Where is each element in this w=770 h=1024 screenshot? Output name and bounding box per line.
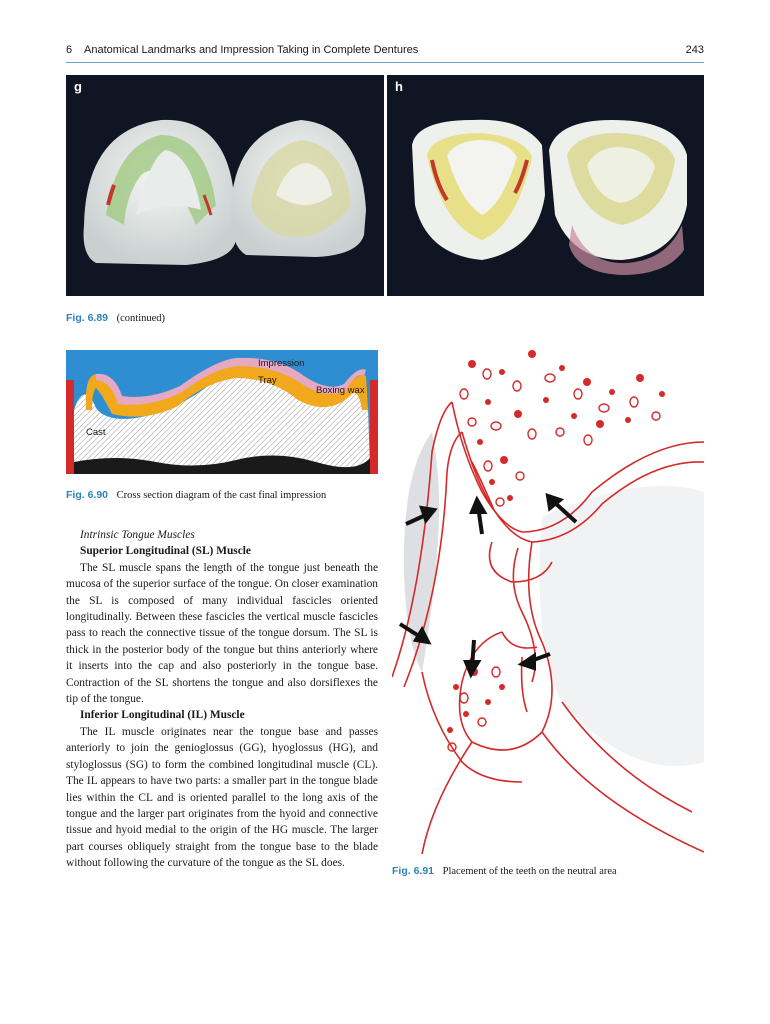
chapter-title: Anatomical Landmarks and Impression Taking in Complete Dentures [84,44,419,56]
tray-label: Tray [258,375,277,386]
figure-90-caption [66,489,326,501]
figure-91-caption-text: Placement of the teeth on the neutral area [442,866,617,877]
figure-91-caption [392,865,617,877]
cast-cross-section-svg [66,350,378,474]
header-rule [66,62,704,63]
figure-89-caption [66,312,165,324]
section-heading: Intrinsic Tongue Muscles [80,529,195,541]
impression-label: Impression [258,358,305,369]
sl-paragraph: The SL muscle spans the length of the tongue just beneath the mucosa of the superior surface of the tongue. On closer examination the SL is composed of many individual fascicles oriented longitudinally. Between these fascicles the vertical muscle fascicles pass to reach the connective tissue of the tongue dorsum. The SL is thick in the posterior body of the tongue but thins anteriorly where it inserts into the cap and also posteriorly in the tongue base. Contraction of the SL shortens the tongue and also dorsiflexes the tip of the tongue. [66,561,378,706]
page-number: 243 [685,44,704,56]
chapter-number: 6 [66,44,73,56]
panel-label-g: g [74,79,82,94]
boxing-wax-label: Boxing wax [316,385,365,396]
panel-label-h: h [395,79,403,94]
figure-89-panel-h [387,75,704,296]
figure-90-diagram [66,350,378,474]
sl-heading: Superior Longitudinal (SL) Muscle [80,545,251,558]
il-heading: Inferior Longitudinal (IL) Muscle [80,709,245,722]
neutral-zone-diagram [392,342,704,854]
figure-91-caption-label: Fig. 6.91 [392,865,435,877]
cast-label: Cast [86,427,106,438]
figure-90-caption-text: Cross section diagram of the cast final impression [116,490,327,501]
running-header [66,44,704,62]
figure-90-caption-label: Fig. 6.90 [66,489,109,501]
figure-89-panel-g [66,75,384,296]
figure-89-caption-label: Fig. 6.89 [66,312,109,324]
figure-89-caption-text: (continued) [116,313,166,324]
body-text [66,527,378,872]
figure-91-illustration [392,342,704,854]
dental-impression-photo-g [66,75,384,296]
il-paragraph: The IL muscle originates near the tongue base and passes anteriorly to join the genioglossus (GG), hyoglossus (HG), and styloglossus (SG) to form the combined longitudinal muscle (CL). The IL appears to have two parts: a smaller part in the tongue blade lies within the CL and is oriented parallel to the long axis of the tongue and the larger part originates from the hyoid and connective tissue and hyoid medial to the origin of the HG muscle. The larger part courses obliquely straight from the tongue base to the blade without following the curvature of the tongue as the SL does. [66,725,378,870]
dental-impression-photo-h [387,75,704,296]
